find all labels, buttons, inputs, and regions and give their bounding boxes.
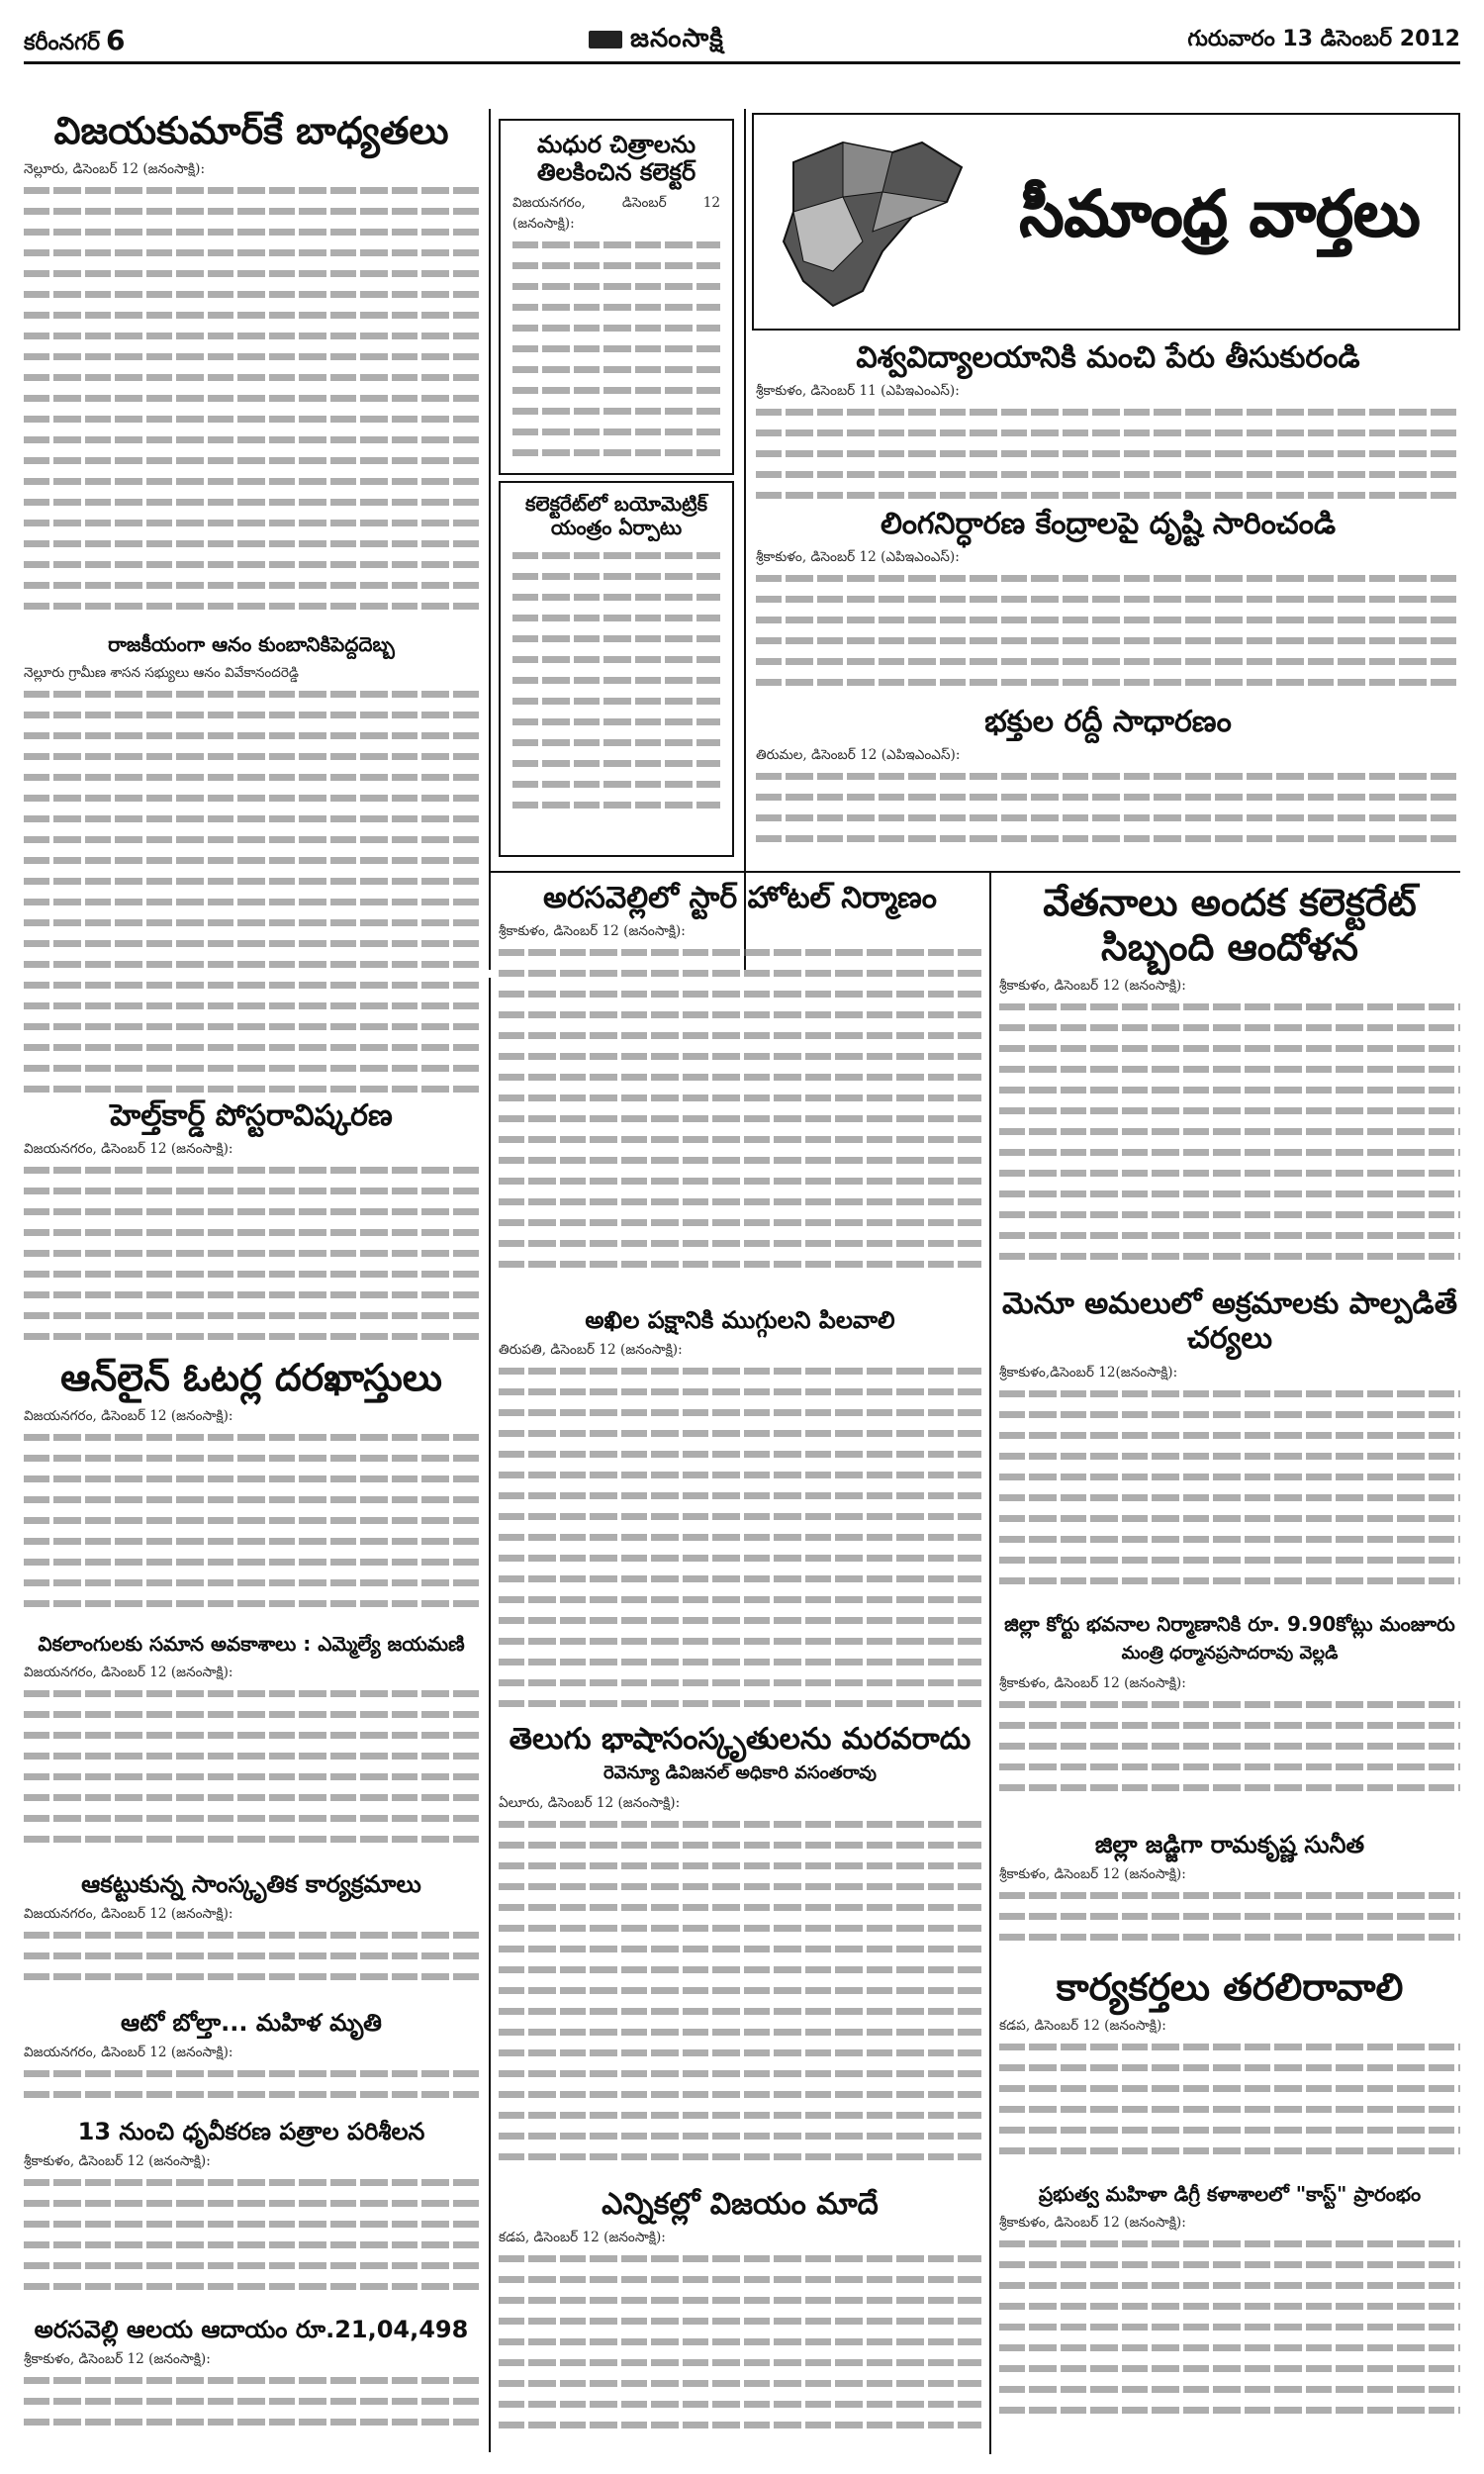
news-story [499, 481, 734, 857]
dateline: విజయనగరం, డిసెంబర్ 12 (జనంసాక్షి): [24, 1906, 233, 1923]
news-story [24, 1633, 479, 1870]
news-story [499, 2187, 981, 2454]
logo-icon [589, 31, 622, 48]
headline: ఆకట్టుకున్న సాంస్కృతిక కార్యక్రమాలు [81, 1870, 421, 1898]
column-divider [489, 978, 491, 2452]
headline: హెల్త్‌కార్డ్ పోస్టరావిష్కరణ [110, 1098, 393, 1133]
dateline: శ్రీకాకుళం,డిసెంబర్ 12(జనంసాక్షి): [999, 1364, 1178, 1380]
column-divider [489, 109, 491, 970]
story-body [999, 2016, 1460, 2161]
headline: ప్రభుత్వ మహిళా డిగ్రీ కళాశాలలో "కాస్ట్" ప్రారంభం [1038, 2183, 1422, 2206]
news-story [24, 633, 479, 1098]
story-body [24, 1904, 479, 1987]
state-map-icon [764, 123, 981, 321]
story-body [999, 2213, 1460, 2421]
headline: విశ్వవిద్యాలయానికి మంచి పేరు తీసుకురండి [856, 340, 1360, 375]
news-story [756, 705, 1460, 869]
headline: అరసవెల్లిలో స్టార్ హోటల్ నిర్మాణం [542, 881, 938, 915]
dateline: ఏలూరు, డిసెంబర్ 12 (జనంసాక్షి): [499, 1795, 681, 1812]
dateline: విజయనగరం, డిసెంబర్ 12 (జనంసాక్షి): [24, 2045, 233, 2061]
story-body [499, 1793, 981, 2167]
dateline: విజయనగరం, డిసెంబర్ 12 (జనంసాక్షి): [24, 1141, 233, 1158]
headline: వేతనాలు అందక కలెక్టరేట్ సిబ్బంది ఆందోళన [1043, 881, 1417, 969]
news-story [756, 340, 1460, 507]
news-story [24, 2118, 479, 2316]
dateline: కడప, డిసెంబర్ 12 (జనంసాక్షి): [499, 2230, 666, 2246]
section-label [24, 24, 126, 60]
dateline: నెల్లూరు, డిసెంబర్ 12 (జనంసాక్షి): [24, 160, 206, 177]
news-story [999, 1613, 1460, 1831]
story-body [512, 193, 720, 463]
page-number: 6 [106, 23, 126, 56]
story-body [499, 921, 981, 1275]
headline: జిల్లా కోర్టు భవనాల నిర్మాణానికి రూ. 9.90కోట్లు మంజూరు [1004, 1613, 1455, 1636]
news-story [24, 109, 479, 623]
story-body [24, 1663, 479, 1850]
subheadline: మంత్రి ధర్మానప్రసాదరావు వెల్లడి [1121, 1642, 1339, 1664]
story-body [756, 745, 1460, 849]
dateline: శ్రీకాకుళం, డిసెంబర్ 12 (జనంసాక్షి): [24, 2153, 211, 2170]
story-body [499, 1340, 981, 1714]
story-body [24, 1406, 479, 1614]
headline: కార్యకర్తలు తరలిరావాలి [1056, 1965, 1404, 2009]
headline: ఆన్‌లైన్ ఓటర్ల దరఖాస్తులు [60, 1356, 442, 1399]
story-body [756, 381, 1460, 506]
subheadline: రెవెన్యూ డివిజనల్ అధికారి వసంతరావు [603, 1762, 878, 1784]
headline: భక్తుల రద్దీ సాధారణం [984, 705, 1232, 739]
story-body [24, 2349, 479, 2432]
news-story [499, 1306, 981, 1722]
story-body [999, 976, 1460, 1267]
news-story [24, 1870, 479, 2009]
dateline: శ్రీకాకుళం, డిసెంబర్ 12 (జనంసాక్షి): [499, 923, 686, 940]
headline: రాజకీయంగా ఆనం కుంబానికిపెద్దదెబ్బ [108, 633, 395, 656]
dateline: శ్రీకాకుళం, డిసెంబర్ 12 (జనంసాక్షి): [999, 2214, 1186, 2231]
section-divider [491, 871, 1460, 873]
dateline: తిరుమల, డిసెంబర్ 12 (ఎపిఇఎంఎస్): [756, 747, 961, 764]
story-body [999, 1363, 1460, 1591]
story-body [24, 2043, 479, 2105]
dateline: శ్రీకాకుళం, డిసెంబర్ 12 (జనంసాక్షి): [24, 2351, 211, 2368]
column-divider [744, 109, 746, 970]
news-story [24, 2009, 479, 2118]
headline: లింగనిర్ధారణ కేంద్రాలపై దృష్టి సారించండి [880, 507, 1337, 541]
headline: కలెక్టరేట్‌లో బయోమెట్రిక్ యంత్రం ఏర్పాటు [524, 492, 708, 539]
news-story [499, 881, 981, 1296]
headline: జిల్లా జడ్జిగా రామకృష్ణ సునీత [1094, 1831, 1365, 1858]
story-body [499, 2228, 981, 2435]
headline: తెలుగు భాషాసంస్కృతులను మరవరాదు [509, 1722, 972, 1757]
news-story [999, 1286, 1460, 1613]
news-story [24, 1098, 479, 1356]
dateline: శ్రీకాకుళం, డిసెంబర్ 12 (ఎపిఇఎంఎస్): [756, 549, 960, 566]
dateline: విజయనగరం, డిసెంబర్ 12 (జనంసాక్షి): [512, 194, 720, 232]
headline: అఖిల పక్షానికి ముగ్గులని పిలవాలి [585, 1306, 895, 1334]
dateline: నెల్లూరు గ్రామీణ శాసన సభ్యులు ఆనం వివేకానందరెడ్డి [24, 664, 299, 681]
dateline: శ్రీకాకుళం, డిసెంబర్ 12 (జనంసాక్షి): [999, 977, 1186, 994]
banner-title: సీమాంధ్ర వార్తలు [1019, 177, 1421, 251]
dateline: విజయనగరం, డిసెంబర్ 12 (జనంసాక్షి): [24, 1407, 233, 1424]
section-name: కరీంనగర్ [24, 30, 101, 55]
story-body [24, 2151, 479, 2297]
story-body [999, 1864, 1460, 1948]
news-story [999, 2183, 1460, 2454]
headline: వికలాంగులకు సమాన అవకాశాలు : ఎమ్మెల్యే జయమణి [38, 1633, 465, 1656]
region-banner [752, 113, 1460, 331]
headline: విజయకుమార్‌కే బాధ్యతలు [53, 109, 449, 152]
news-story [999, 881, 1460, 1286]
paper-logo [589, 24, 724, 59]
paper-name: జనంసాక్షి [630, 24, 724, 53]
dateline: శ్రీకాకుళం, డిసెంబర్ 11 (ఎపిఇఎంఎస్): [756, 383, 960, 400]
dateline: శ్రీకాకుళం, డిసెంబర్ 12 (జనంసాక్షి): [999, 1674, 1186, 1691]
headline: 13 నుంచి ధృవీకరణ పత్రాల పరిశీలన [77, 2118, 425, 2145]
news-story [756, 507, 1460, 705]
dateline: తిరుపతి, డిసెంబర్ 12 (జనంసాక్షి): [499, 1342, 683, 1359]
story-body [512, 545, 720, 815]
dateline: కడప, డిసెంబర్ 12 (జనంసాక్షి): [999, 2017, 1166, 2034]
story-body [24, 663, 479, 1098]
news-story [24, 2316, 479, 2454]
news-story [999, 1831, 1460, 1959]
story-body [999, 1673, 1460, 1798]
story-body [24, 1139, 479, 1347]
column-divider [989, 871, 991, 2454]
story-body [756, 547, 1460, 693]
page-header [24, 22, 1460, 64]
dateline: శ్రీకాకుళం, డిసెంబర్ 12 (జనంసాక్షి): [999, 1866, 1186, 1883]
news-story [499, 1722, 981, 2187]
headline: ఆటో బోల్తా... మహిళ మృతి [121, 2009, 382, 2037]
headline: అరసవెల్లి ఆలయ ఆదాయం రూ.21,04,498 [34, 2316, 469, 2343]
headline: ఎన్నికల్లో విజయం మాదే [602, 2187, 879, 2222]
headline: మధుర చిత్రాలను తిలకించిన కలెక్టర్ [536, 131, 696, 187]
story-body [24, 159, 479, 617]
issue-date: గురువారం 13 డిసెంబర్ 2012 [1187, 27, 1460, 51]
dateline: విజయనగరం, డిసెంబర్ 12 (జనంసాక్షి): [24, 1664, 233, 1680]
news-story [499, 119, 734, 475]
news-story [24, 1356, 479, 1633]
headline: మెనూ అమలులో అక్రమాలకు పాల్పడితే చర్యలు [1001, 1286, 1458, 1357]
news-story [999, 1965, 1460, 2183]
